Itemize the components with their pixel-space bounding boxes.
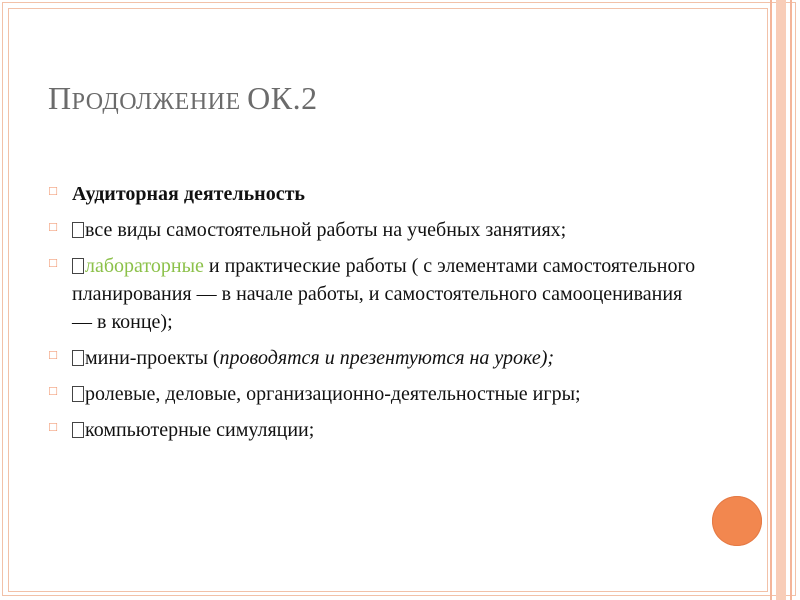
missing-glyph-box-icon [72,222,84,238]
orange-circle-decoration [712,496,762,546]
bullet-item [46,180,706,208]
orange-square-bullet-icon [46,345,60,365]
title-first-letter: П [48,80,72,116]
slide-title [48,80,748,117]
orange-square-bullet-icon [46,417,60,437]
bullet-italic-text: проводятся и презентуются на уроке); [219,347,555,369]
decorative-stripe [776,0,786,600]
bullet-item [46,216,706,244]
bullet-item [46,344,706,372]
bullet-list [46,180,706,452]
missing-glyph-box-icon [72,386,84,402]
orange-square-bullet-icon [46,181,60,201]
bullet-text: компьютерные симуляции; [85,419,315,441]
bullet-text: все виды самостоятельной работы на учебных занятиях; [85,219,567,241]
bullet-text: Аудиторная деятельность [72,183,305,205]
title-suffix: ОК.2 [247,80,318,116]
bullet-highlight: лабораторные [85,255,204,277]
bullet-item [46,380,706,408]
bullet-item [46,416,706,444]
decorative-stripe [790,0,792,600]
bullet-text: ролевые, деловые, организационно-деятельностные игры; [85,383,581,405]
bullet-item [46,252,706,336]
missing-glyph-box-icon [72,350,84,366]
bullet-text: и практические работы ( с элементами самостоятельного планирования — в начале работы, и самостоятельного самооценивания — в конце); [72,255,696,333]
bullet-text: мини-проекты ( [85,347,220,369]
orange-square-bullet-icon [46,253,60,273]
orange-square-bullet-icon [46,217,60,237]
missing-glyph-box-icon [72,422,84,438]
decorative-stripe [770,0,772,600]
missing-glyph-box-icon [72,258,84,274]
orange-square-bullet-icon [46,381,60,401]
title-rest: РОДОЛЖЕНИЕ [71,89,248,115]
